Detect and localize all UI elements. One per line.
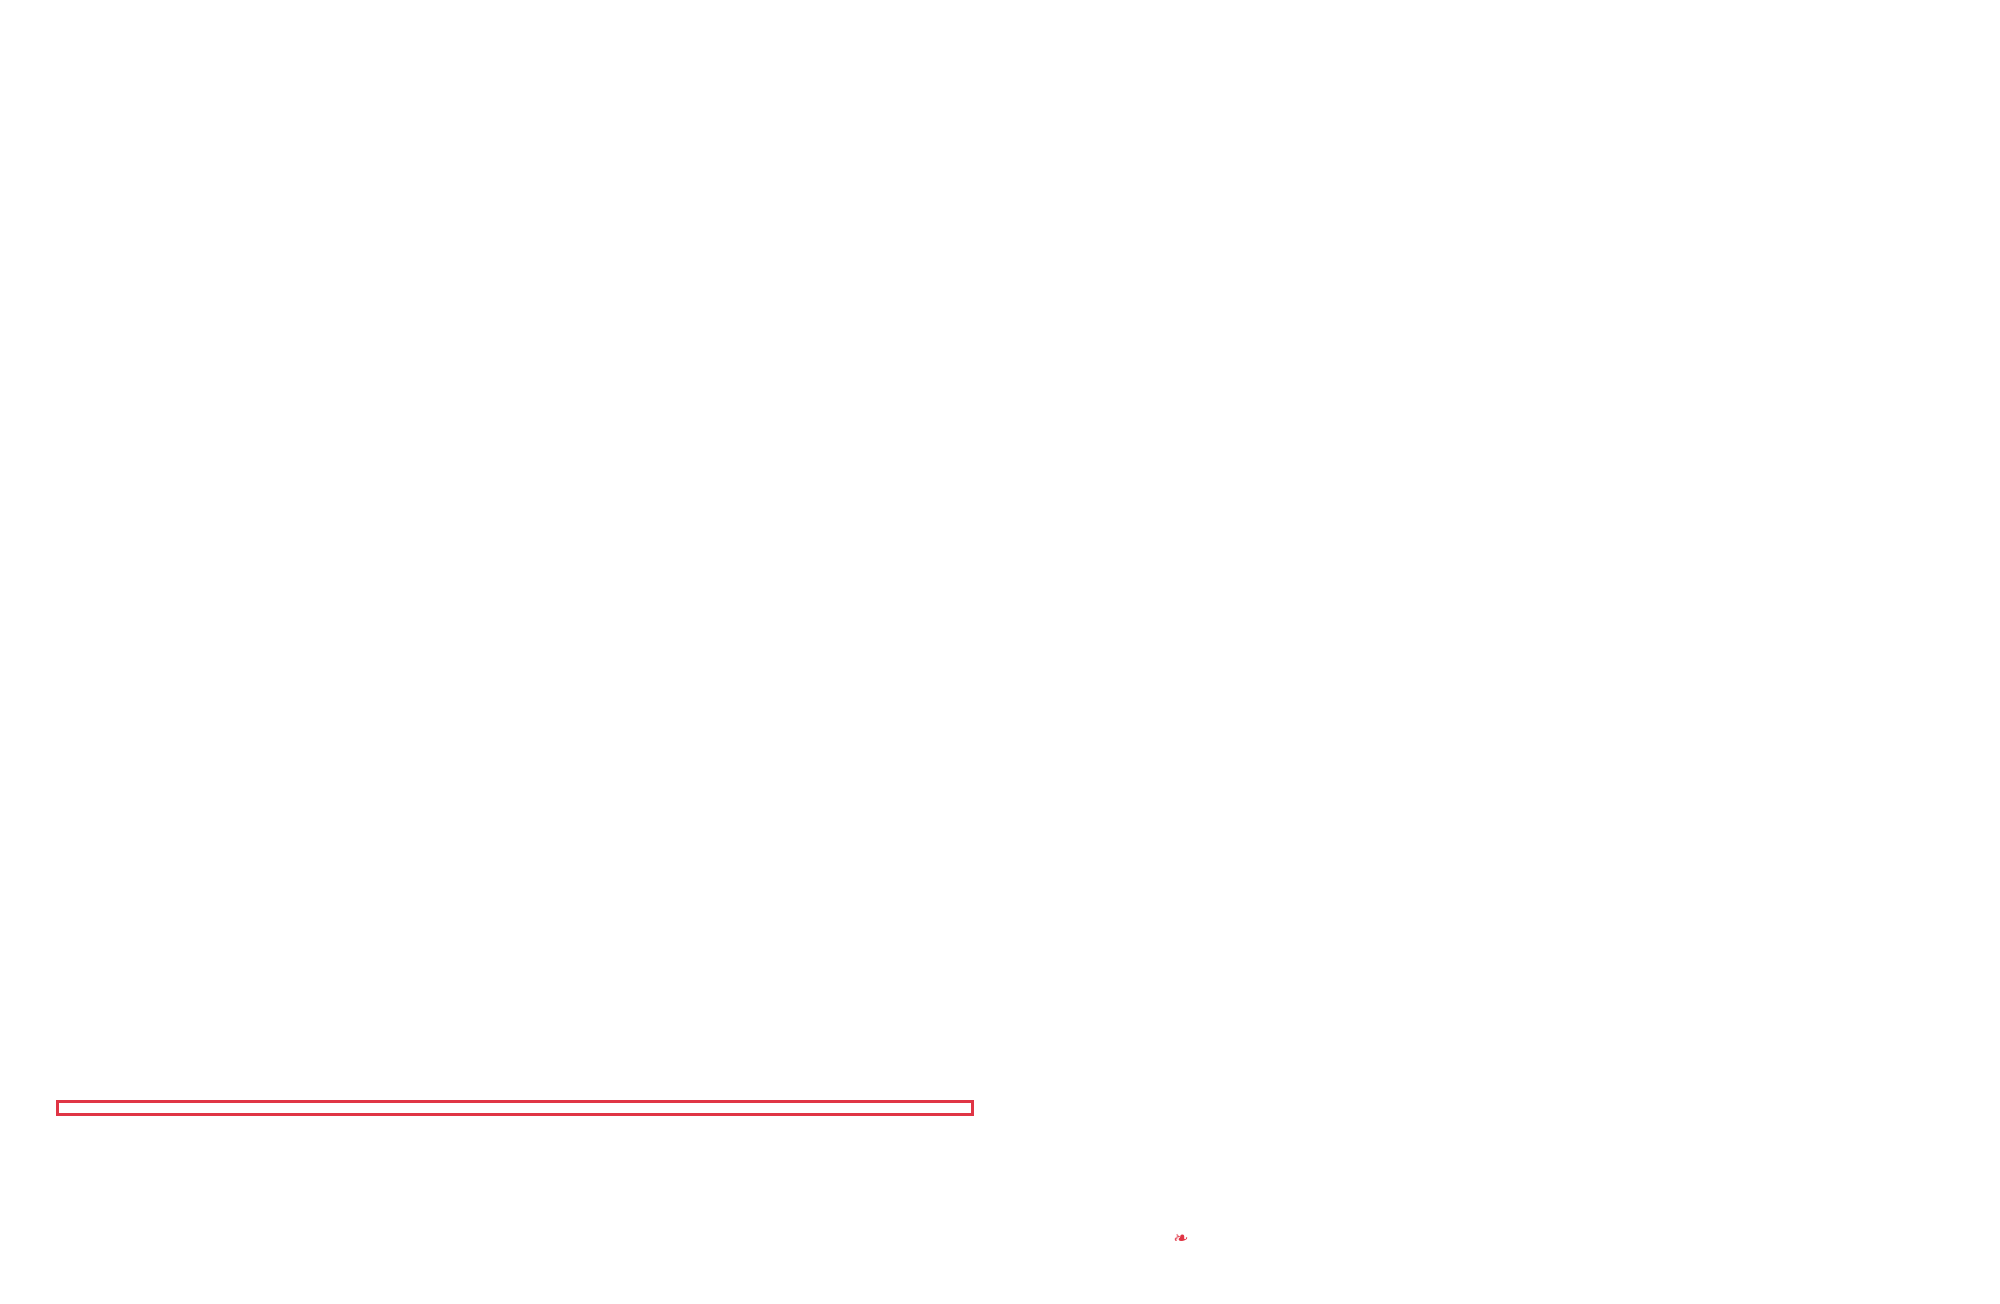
fried-specials-box xyxy=(56,1100,974,1116)
hot-spicy-icon: ❧ xyxy=(1172,1228,1188,1248)
hot-spicy-legend xyxy=(1172,1228,1187,1249)
